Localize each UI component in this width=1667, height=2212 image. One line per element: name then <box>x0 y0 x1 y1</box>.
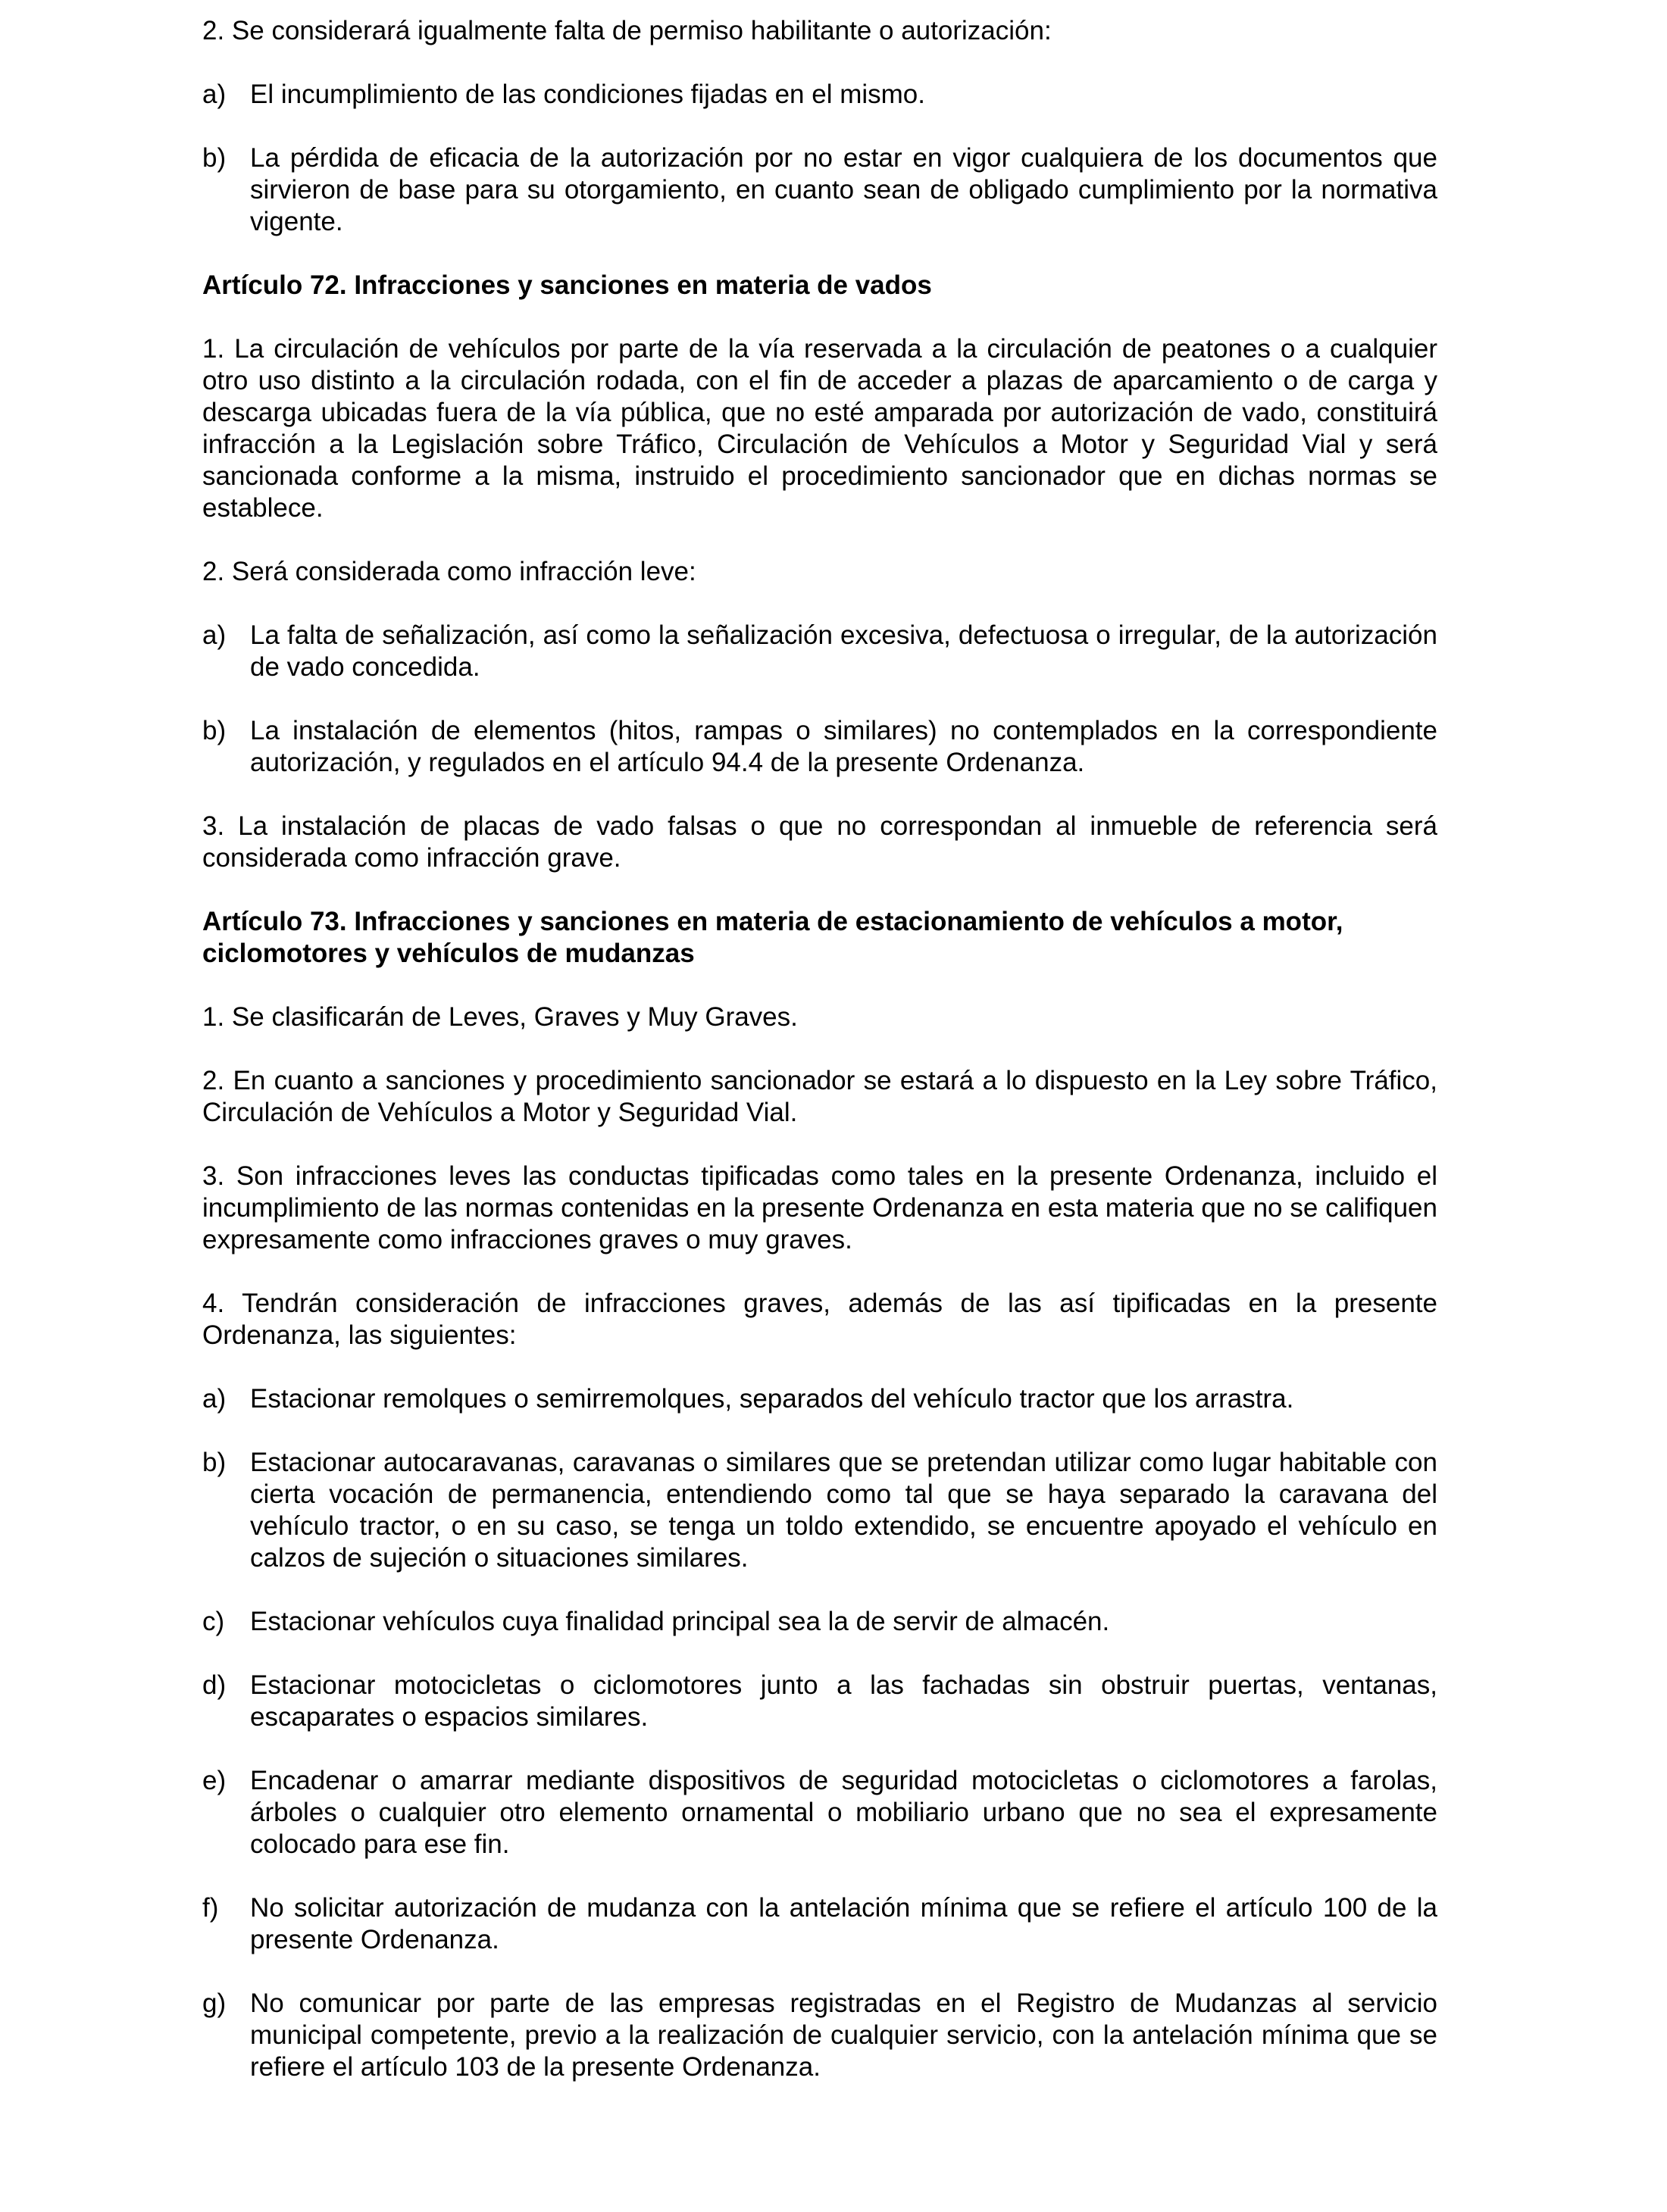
list-item-label: b) <box>202 716 227 745</box>
list-item-label: f) <box>202 1893 219 1923</box>
list-item-text: Estacionar remolques o semirremolques, separados del vehículo tractor que los arrastra. <box>250 1384 1294 1414</box>
list-item-text: Estacionar motocicletas o ciclomotores junto a las fachadas sin obstruir puertas, ventanas, escaparates o espacios similares. <box>250 1670 1437 1732</box>
paragraph: 2. Será considerada como infracción leve: <box>202 557 696 586</box>
paragraph: 2. En cuanto a sanciones y procedimiento sancionador se estará a lo dispuesto en la Ley sobre Tráfico, Circulación de Vehículos a Motor y Seguridad Vial. <box>202 1066 1437 1127</box>
list-item-label: a) <box>202 1384 227 1414</box>
paragraph: 4. Tendrán consideración de infracciones graves, además de las así tipificadas en la presente Ordenanza, las siguientes: <box>202 1289 1437 1350</box>
list-item <box>202 1447 1437 1574</box>
list-item <box>202 1606 1437 1638</box>
list-item-label: c) <box>202 1607 225 1636</box>
list-item <box>202 1383 1437 1415</box>
list-item <box>202 79 1437 111</box>
list-item <box>202 1988 1437 2083</box>
list-item <box>202 1892 1437 1956</box>
article-heading: Artículo 72. Infracciones y sanciones en materia de vados <box>202 270 932 300</box>
list-item <box>202 620 1437 683</box>
list-item-label: a) <box>202 620 227 650</box>
list-item-text: El incumplimiento de las condiciones fijadas en el mismo. <box>250 80 925 109</box>
paragraph: 3. Son infracciones leves las conductas tipificadas como tales en la presente Ordenanza, incluido el incumplimiento de las normas contenidas en la presente Ordenanza en esta materia que no se califiquen expresamente como infracciones graves o muy graves. <box>202 1161 1437 1254</box>
list-item-label: b) <box>202 143 227 173</box>
document-page <box>202 15 1437 2115</box>
list-item-label: a) <box>202 80 227 109</box>
list-item-text: La pérdida de eficacia de la autorización por no estar en vigor cualquiera de los documentos que sirvieron de base para su otorgamiento, en cuanto sean de obligado cumplimiento por la normativa vigente. <box>250 143 1437 236</box>
list-item <box>202 1670 1437 1733</box>
list-item-text: La instalación de elementos (hitos, rampas o similares) no contemplados en la correspondiente autorización, y regulados en el artículo 94.4 de la presente Ordenanza. <box>250 716 1437 777</box>
list-item <box>202 142 1437 238</box>
list-item-text: No solicitar autorización de mudanza con la antelación mínima que se refiere el artículo 100 de la presente Ordenanza. <box>250 1893 1437 1954</box>
list-item-label: d) <box>202 1670 227 1700</box>
paragraph: 1. Se clasificarán de Leves, Graves y Muy Graves. <box>202 1002 798 1032</box>
list-item-text: Estacionar vehículos cuya finalidad principal sea la de servir de almacén. <box>250 1607 1110 1636</box>
article-heading: Artículo 73. Infracciones y sanciones en materia de estacionamiento de vehículos a motor, ciclomotores y vehículos de mudanzas <box>202 907 1343 968</box>
list-item-text: Encadenar o amarrar mediante dispositivos de seguridad motocicletas o ciclomotores a farolas, árboles o cualquier otro elemento ornamental o mobiliario urbano que no sea el expresamente colocado para ese fin. <box>250 1766 1437 1859</box>
list-item-text: Estacionar autocaravanas, caravanas o similares que se pretendan utilizar como lugar habitable con cierta vocación de permanencia, entendiendo como tal que se haya separado la caravana del vehículo tractor, o en su caso, se tenga un toldo extendido, se encuentre apoyado el vehículo en calzos de sujeción o situaciones similares. <box>250 1448 1437 1573</box>
list-item <box>202 1765 1437 1861</box>
paragraph: 1. La circulación de vehículos por parte de la vía reservada a la circulación de peatones o a cualquier otro uso distinto a la circulación rodada, con el fin de acceder a plazas de aparcamiento o de carga y descarga ubicadas fuera de la vía pública, que no esté amparada por autorización de vado, constituirá infracción a la Legislación sobre Tráfico, Circulación de Vehículos a Motor y Seguridad Vial y será sancionada conforme a la misma, instruido el procedimiento sancionador que en dichas normas se establece. <box>202 334 1437 523</box>
list-item-label: b) <box>202 1448 227 1477</box>
list-item-text: No comunicar por parte de las empresas registradas en el Registro de Mudanzas al servicio municipal competente, previo a la realización de cualquier servicio, con la antelación mínima que se refiere el artículo 103 de la presente Ordenanza. <box>250 1989 1437 2082</box>
paragraph: 3. La instalación de placas de vado falsas o que no correspondan al inmueble de referencia será considerada como infracción grave. <box>202 811 1437 873</box>
paragraph: 2. Se considerará igualmente falta de permiso habilitante o autorización: <box>202 16 1052 45</box>
list-item <box>202 715 1437 779</box>
list-item-label: g) <box>202 1989 227 2018</box>
list-item-label: e) <box>202 1766 227 1795</box>
list-item-text: La falta de señalización, así como la señalización excesiva, defectuosa o irregular, de la autorización de vado concedida. <box>250 620 1437 682</box>
